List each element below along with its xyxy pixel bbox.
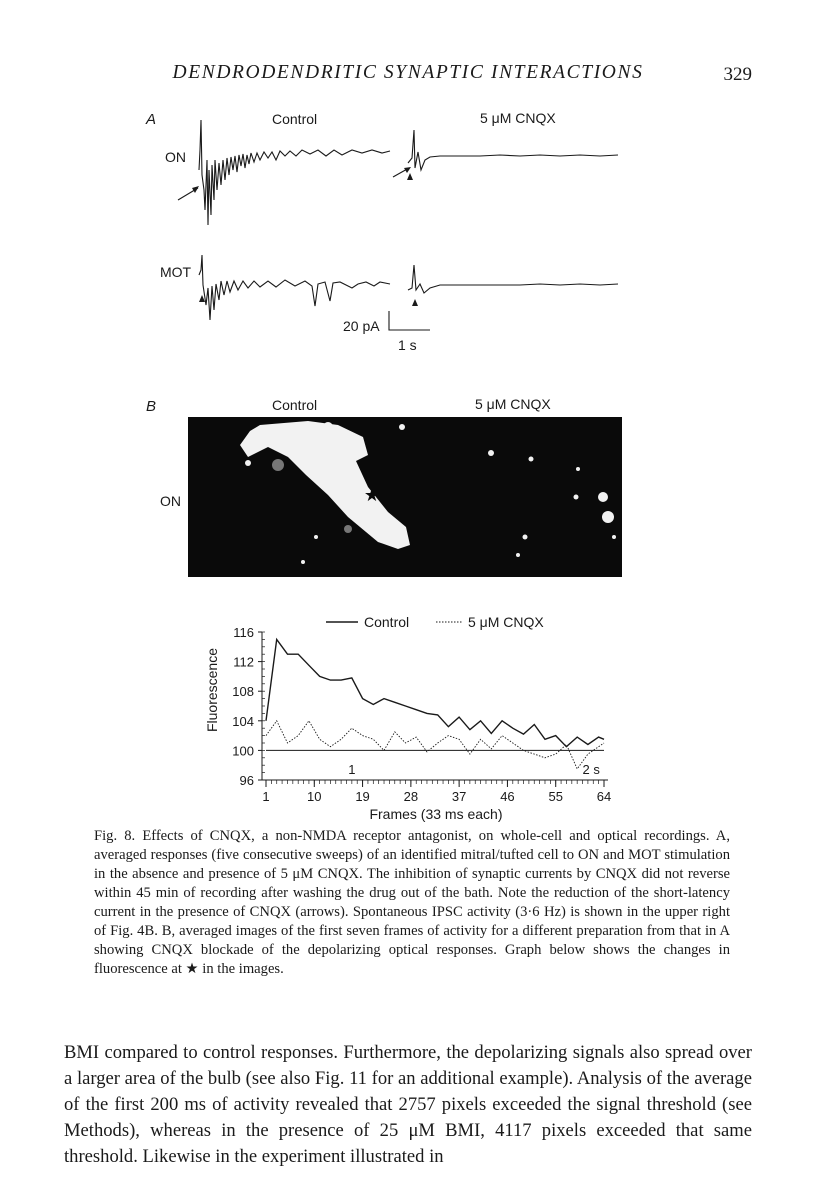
x-tick-label: 28 [403,789,419,804]
panel-a-on-label: ON [165,149,186,165]
panel-a-letter: A [146,111,157,128]
figure-caption [94,827,730,979]
x-tick-label: 64 [596,789,612,804]
y-tick-label: 108 [232,684,254,700]
y-axis-label: Fluorescence [204,647,220,733]
panel-b-letter: B [146,398,157,415]
panel-b-control-label: Control [272,397,318,413]
stim-marker-label: 1 [348,762,356,777]
legend-cnqx-label: 5 μM CNQX [468,614,544,630]
chart-legend [326,614,544,630]
x-tick-label: 10 [307,789,322,804]
x-tick-label: 37 [451,789,467,804]
control-series-line [266,639,604,746]
x-axis-label: Frames (33 ms each) [369,806,503,822]
duration-label: 2 s [582,762,600,777]
figure-caption-label: Fig. 8. [94,828,136,844]
scale-bar-current-label: 20 pA [343,318,380,334]
panel-a-cnqx-label: 5 μM CNQX [480,110,556,126]
star-marker: ★ [363,485,381,505]
y-tick-label: 100 [232,743,254,759]
y-tick-label: 112 [233,654,254,670]
scale-bar-time-label: 1 s [398,337,417,353]
y-tick-label: 96 [239,773,254,788]
panel-a-control-label: Control [272,111,318,127]
body-paragraph: BMI compared to control responses. Furthermore, the depolarizing signals also spread over a larger area of the bulb (see also Fig. 11 for an additional example). Analysis of the average of the first 200 ms of activity revealed that 2757 pixels exceeded the signal threshold (see Methods), whereas in the presence of 25 μM BMI, 4117 pixels exceeded that same threshold. Likewise in the experiment illustrated in [64,1042,752,1167]
running-title: DENDRODENDRITIC SYNAPTIC INTERACTIONS [172,62,644,83]
y-tick-label: 104 [232,713,254,729]
panel-b-cnqx-label: 5 μM CNQX [475,396,551,412]
legend-control-label: Control [364,614,410,630]
figure-caption-text: Effects of CNQX, a non-NMDA receptor antagonist, on whole-cell and optical recordings. A, averaged responses (five consecutive sweeps) of an identified mitral/tufted cell to ON and MOT stimulation in the absence and presence of 5 μM CNQX. The inhibition of synaptic currents by CNQX did not reverse within 45 min of recording after washing the drug out of the bath. Note the reduction of the short-latency current in the presence of CNQX (arrows). Spontaneous IPSC activity (3·6 Hz) is shown in the upper right of Fig. 4B. B, averaged images of the first seven frames of activity for a different preparation from that in A showing CNQX blockade of the depolarizing optical responses. Graph below shows the changes in fluorescence at ★ in the images. [94,828,730,977]
panel-b-on-label: ON [160,493,181,509]
x-tick-label: 55 [548,789,563,804]
x-tick-label: 19 [355,789,370,804]
page-number: 329 [723,64,752,85]
cnqx-series-line [266,721,604,769]
x-tick-label: 46 [500,789,515,804]
y-tick-label: 116 [233,625,254,640]
panel-a-mot-label: MOT [160,264,192,280]
x-tick-label: 1 [262,789,270,804]
